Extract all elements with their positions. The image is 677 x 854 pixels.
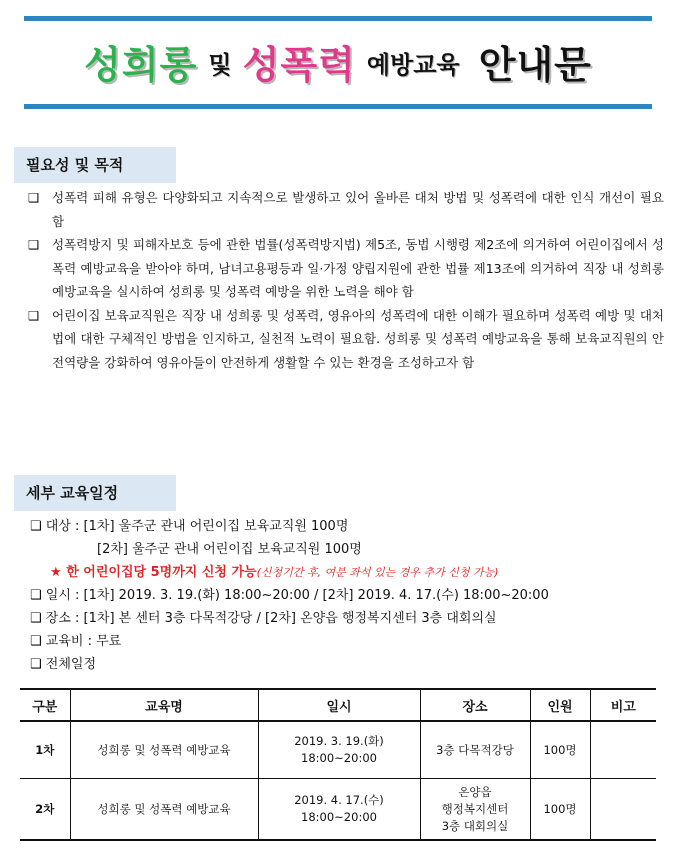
fee-text: 교육비 : 무료 [45, 634, 122, 649]
overall-text: 전체일정 [45, 657, 97, 672]
checkbox-bullet-icon: ❑ [28, 307, 40, 323]
cell-place-line: 3층 다목적강당 [436, 742, 514, 757]
section-heading-purpose: 필요성 및 목적 [14, 147, 176, 183]
document-title [24, 32, 652, 96]
date-line [30, 584, 660, 607]
purpose-item-text: 성폭력 피해 유형은 다양화되고 지속적으로 발생하고 있어 올바른 대처 방법 및 성폭력에 대한 인식 개선이 필요함 [52, 190, 664, 229]
cell-date [258, 779, 420, 841]
schedule-details [30, 515, 660, 676]
bottom-rule [24, 104, 652, 109]
header-place: 장소 [420, 689, 530, 721]
checkbox-bullet-icon: ❑ [30, 519, 42, 534]
notice-sub: (신청기간 후, 여분 좌석 있는 경우 추가 신청 가능) [256, 566, 499, 579]
header-course: 교육명 [70, 689, 258, 721]
checkbox-bullet-icon: ❑ [30, 588, 42, 603]
fee-line [30, 630, 660, 653]
cell-course: 성희롱 및 성폭력 예방교육 [70, 721, 258, 779]
purpose-list [24, 186, 664, 374]
header-note: 비고 [590, 689, 656, 721]
header-round: 구분 [20, 689, 70, 721]
cell-place-line: 3층 대회의실 [441, 818, 509, 833]
notice-main: 한 어린이집당 5명까지 신청 가능 [66, 565, 257, 580]
cell-round: 2차 [20, 779, 70, 841]
purpose-item-text: 성폭력방지 및 피해자보호 등에 관한 법률(성폭력방지법) 제5조, 동법 시행령 제2조에 의거하여 어린이집에서 성폭력 예방교육을 받아야 하며, 남녀고용평등과 일·가정 양립지원에 관한 법률 제13조에 의거하여 직장 내 성희롱 예방교육을 실시하여 성희롱 및 성폭력 예방을 위한 노력을 해야 함 [52, 237, 664, 299]
title-part-1: 성희롱 [84, 42, 198, 87]
section-heading-schedule: 세부 교육일정 [14, 475, 176, 511]
checkbox-bullet-icon: ❑ [30, 611, 42, 626]
table-row [20, 779, 656, 841]
title-part-2: 및 [208, 50, 232, 79]
checkbox-bullet-icon: ❑ [28, 190, 40, 205]
cell-note [590, 779, 656, 841]
cell-place [420, 721, 530, 779]
title-part-3: 성폭력 [242, 42, 356, 87]
schedule-table [20, 688, 656, 841]
place-line [30, 607, 660, 630]
purpose-item [24, 233, 664, 304]
cell-date-line: 2019. 4. 17.(수) [294, 793, 384, 807]
target-line [30, 515, 660, 538]
overall-line [30, 653, 660, 676]
cell-time-line: 18:00~20:00 [301, 751, 377, 765]
purpose-item-text: 어린이집 보육교직원은 직장 내 성희롱 및 성폭력, 영유아의 성폭력에 대한 이해가 필요하며 성폭력 예방 및 대처법에 대한 구체적인 방법을 인지하고, 실천적 노력이 필요함. 성희롱 및 성폭력 예방교육을 통해 보육교직원의 안전역량을 강화하여 영유아들이 안전하게 생활할 수 있는 환경을 조성하고자 함 [52, 307, 664, 370]
cell-date [258, 721, 420, 779]
cell-count: 100명 [530, 779, 590, 841]
place-text: 장소 : [1차] 본 센터 3층 다목적강당 / [2차] 온양읍 행정복지센터 3층 대회의실 [45, 611, 497, 626]
cell-note [590, 721, 656, 779]
date-text: 일시 : [1차] 2019. 3. 19.(화) 18:00~20:00 / [2차] 2019. 4. 17.(수) 18:00~20:00 [45, 588, 549, 603]
title-part-4: 예방교육 [366, 50, 460, 79]
cell-time-line: 18:00~20:00 [301, 810, 377, 824]
purpose-item [24, 304, 664, 375]
cell-count: 100명 [530, 721, 590, 779]
checkbox-bullet-icon: ❑ [30, 657, 42, 672]
cell-date-line: 2019. 3. 19.(화) [294, 734, 384, 748]
title-part-5: 안내문 [478, 42, 592, 87]
header-date: 일시 [258, 689, 420, 721]
top-rule [24, 16, 652, 21]
checkbox-bullet-icon: ❑ [28, 237, 40, 252]
target-text-1: 대상 : [1차] 울주군 관내 어린이집 보육교직원 100명 [45, 519, 349, 534]
table-header-row [20, 689, 656, 721]
cell-place-line: 온양읍 [458, 784, 492, 799]
table-row [20, 721, 656, 779]
cell-place [420, 779, 530, 841]
checkbox-bullet-icon: ❑ [30, 634, 42, 649]
notice-line [30, 561, 660, 584]
target-line-2: [2차] 울주군 관내 어린이집 보육교직원 100명 [97, 542, 362, 557]
star-icon: ★ [50, 565, 62, 580]
purpose-item [24, 186, 664, 233]
cell-round: 1차 [20, 721, 70, 779]
cell-place-line: 행정복지센터 [441, 801, 509, 816]
header-count: 인원 [530, 689, 590, 721]
cell-course: 성희롱 및 성폭력 예방교육 [70, 779, 258, 841]
